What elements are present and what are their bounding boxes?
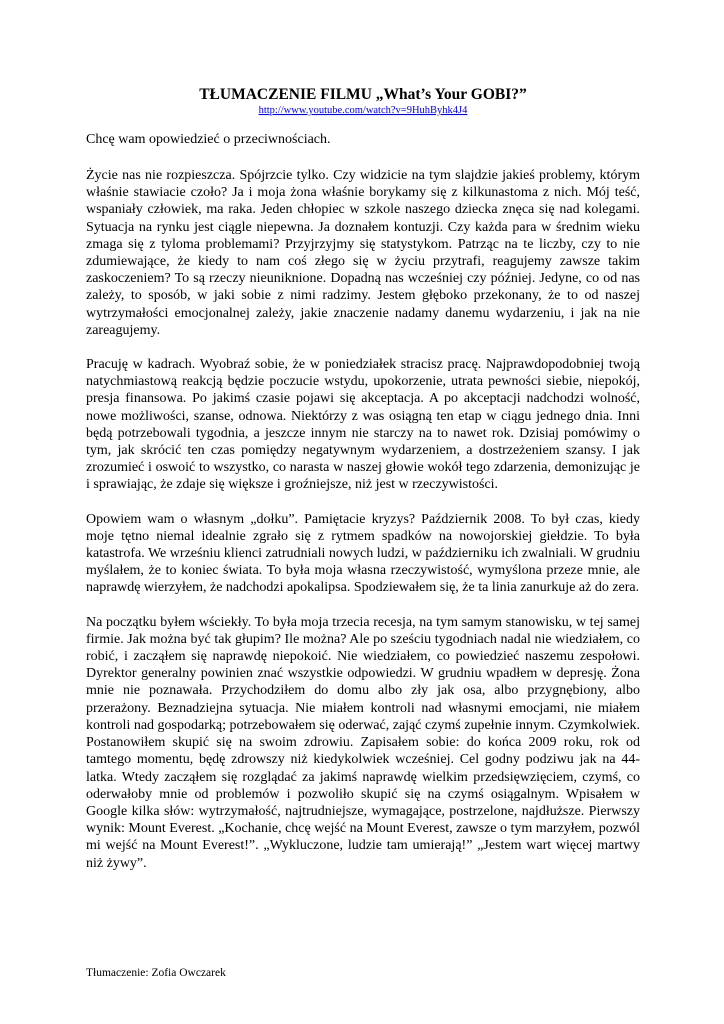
paragraph-1: Życie nas nie rozpieszcza. Spójrzcie tylko. Czy widzicie na tym slajdzie jakieś problemy, którym właśnie stawiacie czoło? Ja i moja żona właśnie borykamy się z kilkunastoma z nich. Mój teść, wspaniały człowiek, ma raka. Jeden chłopiec w szkole naszego dziecka znęca się nad kolegami. Sytuacja na rynku jest ciągle niepewna. Ja doznałem kontuzji. Czy każda para w średnim wieku zmaga się z tyloma problemami? Przyjrzyjmy się statystykom. Patrząc na te liczby, czy to nie zdumiewające, że kiedy to nam coś złego się w życiu przytrafi, reagujemy zawsze takim zaskoczeniem? To są rzeczy nieuniknione. Dopadną nas wcześniej czy później. Jedyne, co od nas zależy, to sposób, w jaki sobie z nimi radzimy. Jestem głęboko przekonany, że to od naszej wytrzymałości emocjonalnej zależy, jakie znaczenie nadamy danemu wydarzeniu, i jak na nie zareagujemy. bbox=[86, 168, 640, 338]
document-body bbox=[86, 86, 640, 889]
intro-sentence: Chcę wam opowiedzieć o przeciwnościach. bbox=[86, 132, 331, 147]
translator-footer: Tłumaczenie: Zofia Owczarek bbox=[86, 967, 226, 979]
paragraph-2: Pracuję w kadrach. Wyobraź sobie, że w poniedziałek stracisz pracę. Najprawdopodobniej twoją natychmiastową reakcją będzie poczucie wstydu, upokorzenie, utrata pewności siebie, niepokój, presja finansowa. Po jakimś czasie pojawi się akceptacja. A po akceptacji nadchodzi wolność, nowe możliwości, szanse, odnowa. Niektórzy z was osiągną ten etap w ciągu jednego dnia. Inni będą potrzebowali tygodnia, a jeszcze innym nie starczy na to nawet rok. Dzisiaj pomówimy o tym, jak skrócić ten czas pomiędzy negatywnym wydarzeniem, a dostrzeżeniem szansy. I jak zrozumieć i oswoić to wszystko, co narasta w naszej głowie wokół tego zdarzenia, demonizując je i sprawiając, że zdaje się większe i groźniejsze, niż jest w rzeczywistości. bbox=[86, 357, 640, 493]
document-title: TŁUMACZENIE FILMU „What’s Your GOBI?” bbox=[199, 86, 527, 103]
paragraph-3: Opowiem wam o własnym „dołku”. Pamiętacie kryzys? Październik 2008. To był czas, kiedy moje tętno niemal idealnie zgrało się z rytmem spadków na nowojorskiej giełdzie. To była katastrofa. We wrześniu klienci zatrudniali nowych ludzi, w październiku ich zwalniali. W grudniu myślałem, że to koniec świata. To była moja własna rzeczywistość, wymyślona przeze mnie, ale naprawdę wierzyłem, że nadchodzi apokalipsa. Spodziewałem się, że ta linia zanurkuje aż do zera. bbox=[86, 511, 640, 596]
paragraph-4: Na początku byłem wściekły. To była moja trzecia recesja, na tym samym stanowisku, w tej samej firmie. Jak można być tak głupim? Ile można? Ale po sześciu tygodniach nadal nie wiedziałem, co robić, i zacząłem się naprawdę niepokoić. Nie wiedziałem, co powiedzieć naszemu zespołowi. Dyrektor generalny powinien znać wszystkie odpowiedzi. W grudniu wpadłem w depresję. Żona mnie nie poznawała. Przychodziłem do domu albo zły jak osa, albo przygnębiony, albo przerażony. Beznadziejna sytuacja. Nie miałem kontroli nad własnymi emocjami, nie miałem kontroli nad gospodarką; potrzebowałem się oderwać, zająć czymś zupełnie innym. Czymkolwiek. Postanowiłem skupić się na swoim zdrowiu. Zapisałem sobie: do końca 2009 roku, rok od tamtego momentu, będę zdrowszy niż kiedykolwiek wcześniej. Cel godny podziwu jak na 44-latka. Wtedy zacząłem się rozglądać za jakimś naprawdę wielkim przedsięwzięciem, czymś, co oderwałoby mnie od problemów i pozwoliło skupić się na czymś osiągalnym. Wpisałem w Google kilka słów: wytrzymałość, najtrudniejsze, wymagające, postrzelone, najdłuższe. Pierwszy wynik: Mount Everest. „Kochanie, chcę wejść na Mount Everest, zawsze o tym marzyłem, pozwól mi wejść na Mount Everest!”. „Wykluczone, ludzie tam umierają!” „Jestem wart więcej martwy niż żywy”. bbox=[86, 614, 640, 871]
youtube-link[interactable]: http://www.youtube.com/watch?v=9HuhByhk4J4 bbox=[258, 105, 468, 116]
